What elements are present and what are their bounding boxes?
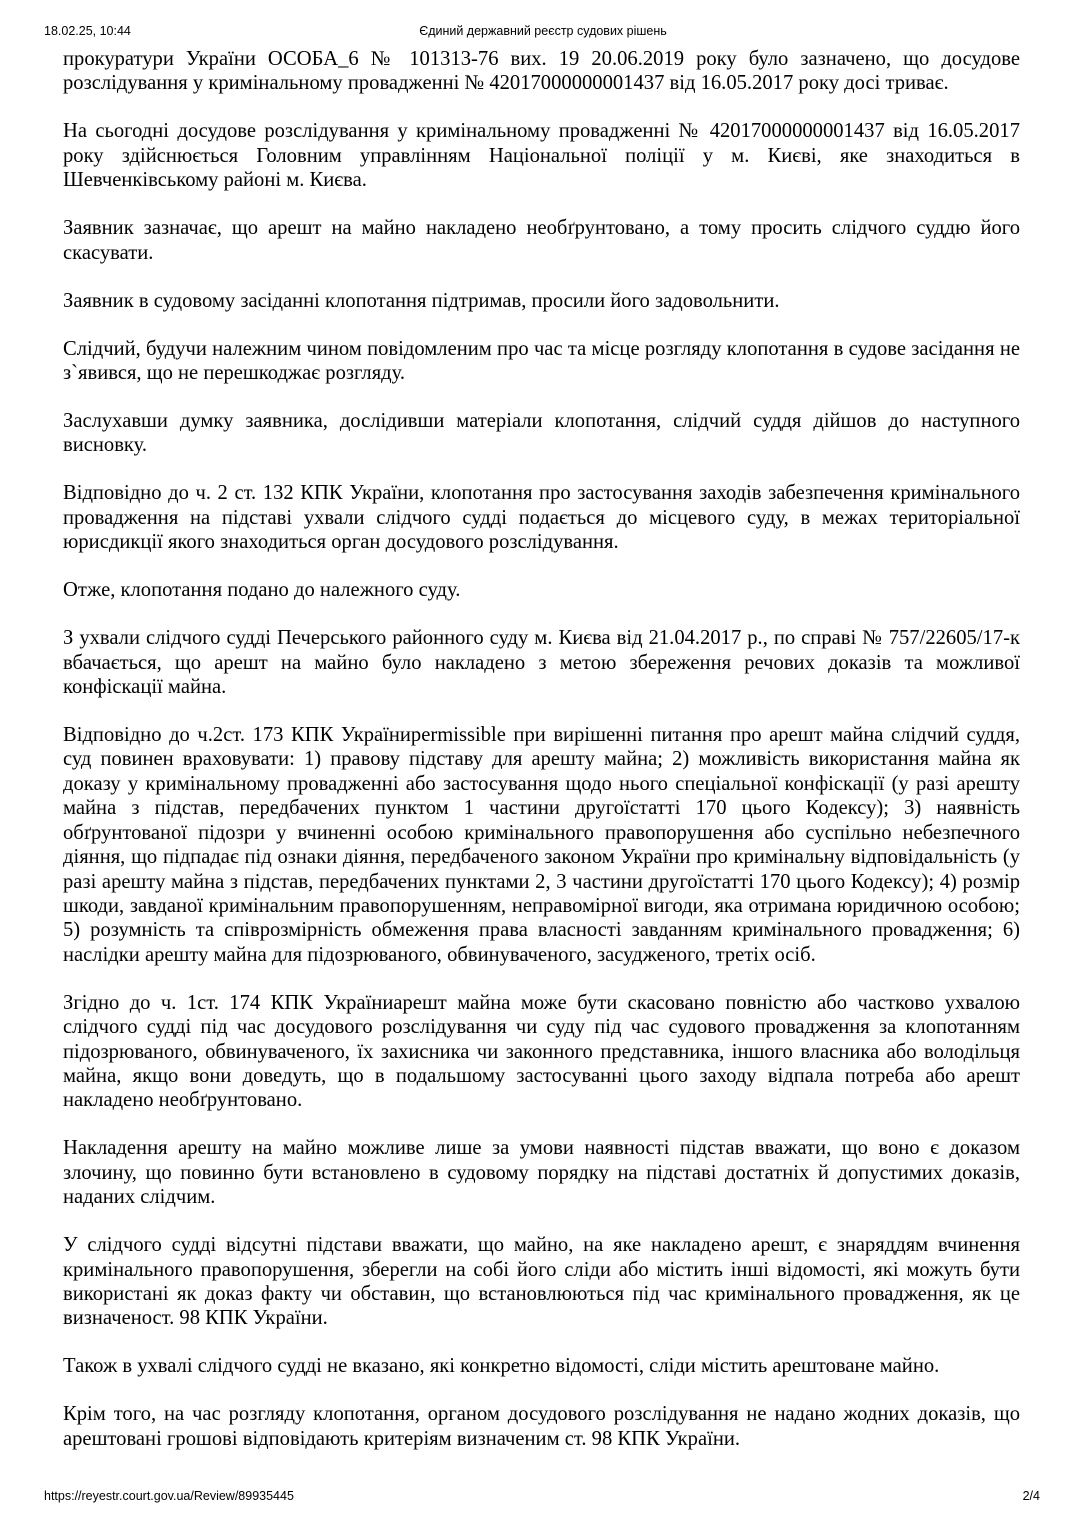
paragraph: Отже, клопотання подано до належного суду. bbox=[63, 579, 461, 602]
paragraph: З ухвали слідчого судді Печерського районного суду м. Києва від 21.04.2017 р., по справі № 757/22605/17-к вбачається, що арешт на майно було накладено з метою збереження речових доказів та можливої конфіскації майна. bbox=[63, 627, 1020, 699]
print-datetime: 18.02.25, 10:44 bbox=[44, 24, 131, 38]
paragraph: прокуратури України ОСОБА_6 № 101313-76 вих. 19 20.06.2019 року було зазначено, що досудове розслідування у кримінальному провадженні № 42017000000001437 від 16.05.2017 року досі триває. bbox=[63, 48, 1020, 95]
paragraph: Також в ухвалі слідчого судді не вказано, які конкретно відомості, сліди містить арештоване майно. bbox=[63, 1355, 940, 1378]
print-header bbox=[0, 24, 1086, 42]
page-url: https://reyestr.court.gov.ua/Review/89935445 bbox=[44, 1489, 294, 1503]
paragraph: Крім того, на час розгляду клопотання, органом досудового розслідування не надано жодних доказів, що арештовані грошові відповідають критеріям визначеним ст. 98 КПК України. bbox=[63, 1403, 1020, 1450]
document-title: Єдиний державний реєстр судових рішень bbox=[419, 24, 667, 38]
paragraph: Накладення арешту на майно можливе лише за умови наявності підстав вважати, що воно є доказом злочину, що повинно бути встановлено в судовому порядку на підставі достатніх й допустимих доказів, наданих слідчим. bbox=[63, 1137, 1020, 1209]
paragraph: Слідчий, будучи належним чином повідомленим про час та місце розгляду клопотання в судове засідання не з`явився, що не перешкоджає розгляду. bbox=[63, 337, 1020, 385]
paragraph: Відповідно до ч. 2 ст. 132 КПК України, клопотання про застосування заходів забезпечення кримінального провадження на підставі ухвали слідчого судді подається до місцевого суду, в межах територіальної юрисдикції якого знаходиться орган досудового розслідування. bbox=[63, 482, 1020, 554]
paragraph: Заявник в судовому засіданні клопотання підтримав, просили його задовольнити. bbox=[63, 289, 780, 312]
paragraph: У слідчого судді відсутні підстави вважати, що майно, на яке накладено арешт, є знаряддям вчинення кримінального правопорушення, зберегли на собі його сліди або містить інші відомості, які можуть бути використані як доказ факту чи обставин, що встановлюються під час кримінального провадження, як це визначеност. 98 КПК України. bbox=[63, 1234, 1020, 1330]
document-body bbox=[63, 47, 1020, 1475]
paragraph: Відповідно до ч.2ст. 173 КПК Україниpermissible при вирішенні питання про арешт майна слідчий суддя, суд повинен враховувати: 1) правову підставу для арешту майна; 2) можливість використання майна як доказу у кримінальному провадженні або застосування щодо нього спеціальної конфіскації (у разі арешту майна з підстав, передбачених пунктом 1 частини другоїстатті 170 цього Кодексу); 3) наявність обґрунтованої підозри у вчиненні особою кримінального правопорушення або суспільно небезпечного діяння, що підпадає під ознаки діяння, передбаченого законом України про кримінальну відповідальність (у разі арешту майна з підстав, передбачених пунктами 2, 3 частини другоїстатті 170 цього Кодексу); 4) розмір шкоди, завданої кримінальним правопорушенням, неправомірної вигоди, яка отримана юридичною особою; 5) розумність та співрозмірність обмеження права власності завданням кримінального провадження; 6) наслідки арешту майна для підозрюваного, обвинуваченого, засудженого, третіх осіб. bbox=[63, 724, 1020, 966]
print-footer bbox=[0, 1489, 1086, 1507]
paragraph: Заслухавши думку заявника, дослідивши матеріали клопотання, слідчий суддя дійшов до наступного висновку. bbox=[63, 410, 1020, 457]
paragraph: Згідно до ч. 1ст. 174 КПК Україниарешт майна може бути скасовано повністю або частково ухвалою слідчого судді під час досудового розслідування чи суду під час судового провадження за клопотанням підозрюваного, обвинуваченого, їх захисника чи законного представника, іншого власника або володільця майна, якщо вони доведуть, що в подальшому застосуванні цього заходу відпала потреба або арешт накладено необґрунтовано. bbox=[63, 991, 1020, 1112]
paragraph: На сьогодні досудове розслідування у кримінальному провадженні № 42017000000001437 від 16.05.2017 року здійснюється Головним управлінням Національної поліції у м. Києві, яке знаходиться в Шевченківському районі м. Києва. bbox=[63, 120, 1020, 192]
paragraph: Заявник зазначає, що арешт на майно накладено необґрунтовано, а тому просить слідчого суддю його скасувати. bbox=[63, 217, 1020, 264]
page-number: 2/4 bbox=[1022, 1489, 1040, 1503]
